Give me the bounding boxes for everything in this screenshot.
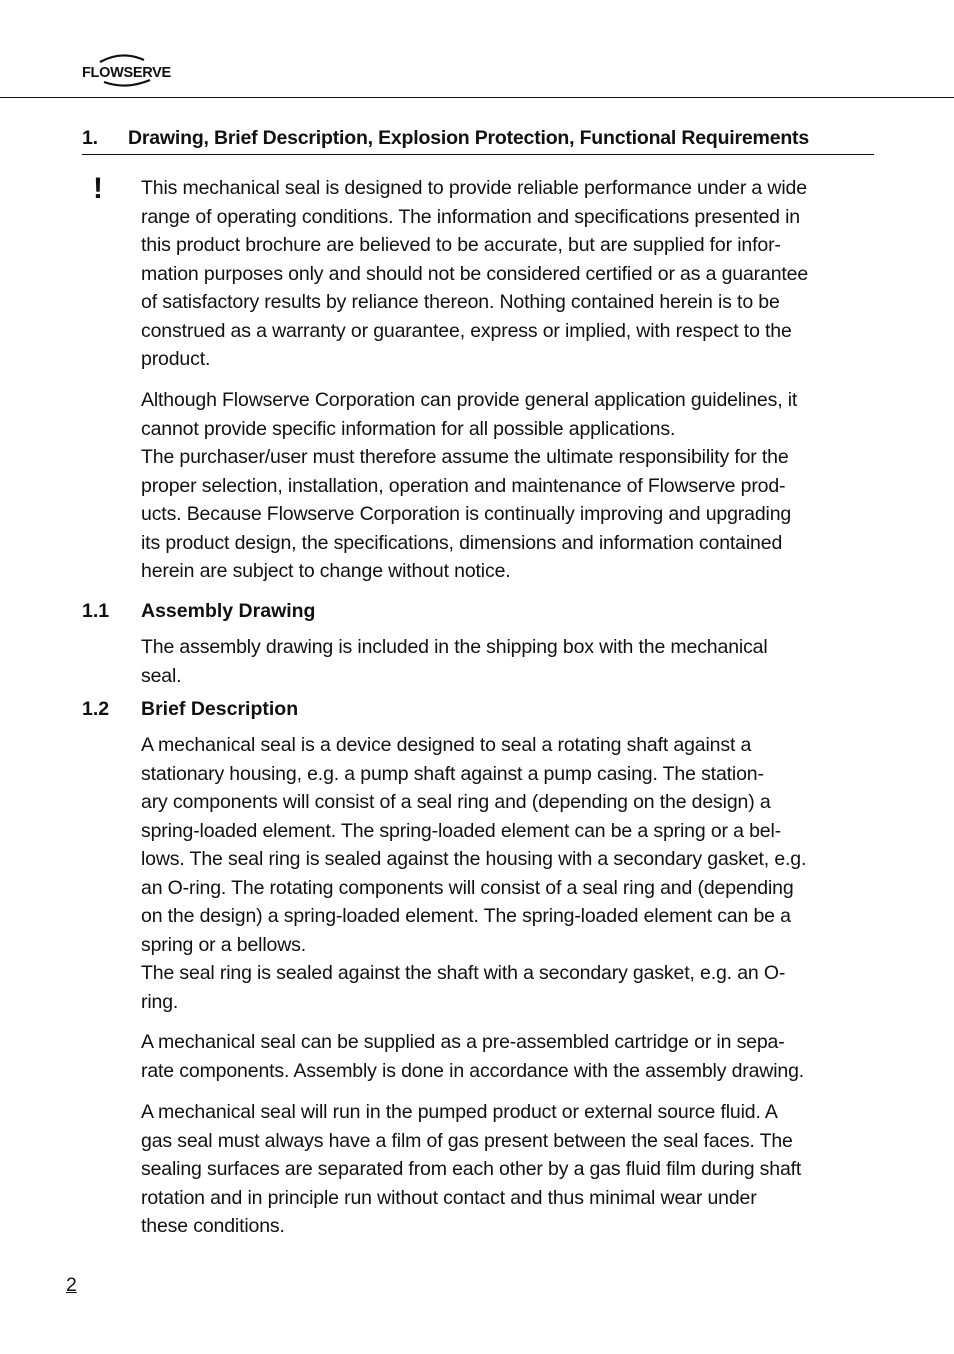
section-1-title: Drawing, Brief Description, Explosion Protection, Functional Requirements [128,127,809,149]
subsection-1-2-heading: 1.2 Brief Description [82,698,299,720]
operation-paragraph: A mechanical seal will run in the pumped product or external source fluid. A gas seal must always have a film of gas present between the seal faces. The sealing surfaces are separated from each other by a gas fluid film during shaft rotation and in principle run without contact and thus minimal wear under these conditions. [141,1101,802,1237]
logo-text: FLOWSERVE [82,65,171,81]
subsection-1-1-heading: 1.1 Assembly Drawing [82,600,316,622]
flowserve-logo [82,52,180,92]
warning-exclamation-icon: ! [93,172,103,205]
header-divider [0,97,954,98]
section-1-number: 1. [82,127,98,149]
responsibility-paragraph: Although Flowserve Corporation can provide general application guidelines, it cannot provide specific information for all possible applications. The purchaser/user must therefore assume the ultimate responsibility for the proper selection, installation, operation and maintenance of Flowserve prod- ucts. Because Flowserve Corporation is continually improving and upgrading its product design, the specifications, dimensions and information contained herein are subject to change without notice. [141,389,798,582]
page-number: 2 [66,1274,77,1296]
brief-description-paragraph: A mechanical seal is a device designed to seal a rotating shaft against a stationary housing, e.g. a pump shaft against a pump casing. The station- ary components will consist of a seal ring and (depending on the design) a spring-loaded element. The spring-loaded element can be a spring or a bel- lows. The seal ring is sealed against the housing with a secondary gasket, e.g. an O-ring. The rotating components will consist of a seal ring and (depending on the design) a spring-loaded element. The spring-loaded element can be a spring or a bellows. The seal ring is sealed against the shaft with a secondary gasket, e.g. an O- ring. [141,734,807,1013]
disclaimer-paragraph: This mechanical seal is designed to provide reliable performance under a wide range of operating conditions. The information and specifications presented in this product brochure are believed to be accurate, but are supplied for infor- mation purposes only and should not be considered certified or as a guarantee of satisfactory results by reliance thereon. Nothing contained herein is to be construed as a warranty or guarantee, express or implied, with respect to the product. [141,177,809,370]
section-1-heading [82,127,874,155]
assembly-drawing-paragraph: The assembly drawing is included in the shipping box with the mechanical seal. [141,636,768,687]
supply-paragraph: A mechanical seal can be supplied as a pre-assembled cartridge or in sepa- rate components. Assembly is done in accordance with the assembly drawing. [141,1031,805,1082]
